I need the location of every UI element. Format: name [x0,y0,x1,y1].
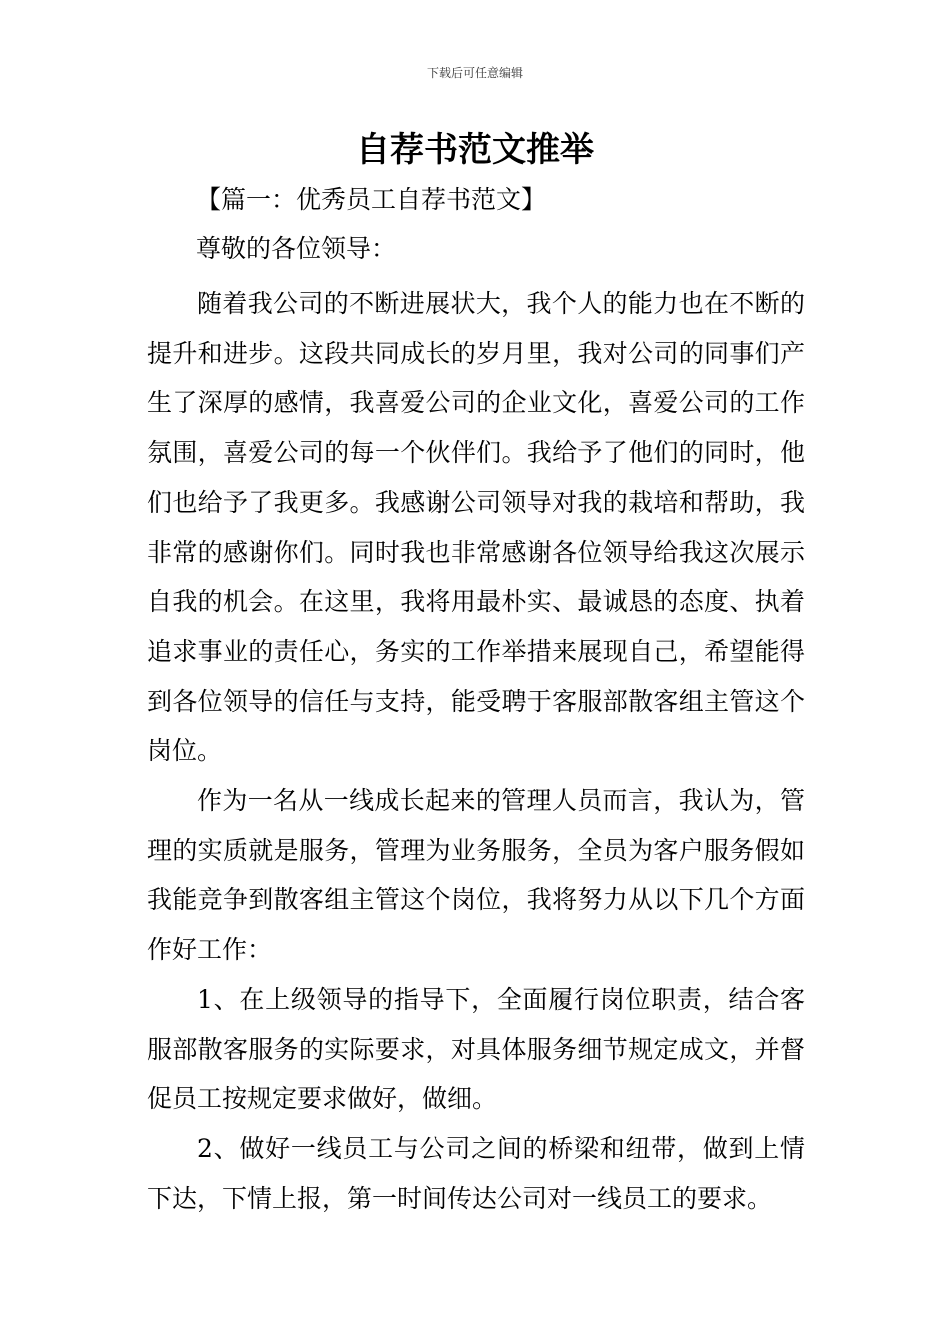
paragraph-intro: 随着我公司的不断进展状大，我个人的能力也在不断的提升和进步。这段共同成长的岁月里，我对公司的同事们产生了深厚的感情，我喜爱公司的企业文化，喜爱公司的工作氛围，喜爱公司的每一个伙伴们。我给予了他们的同时，他们也给予了我更多。我感谢公司领导对我的栽培和帮助，我非常的感谢你们。同时我也非常感谢各位领导给我这次展示自我的机会。在这里，我将用最朴实、最诚恳的态度、执着追求事业的责任心，务实的工作举措来展现自己，希望能得到各位领导的信任与支持，能受聘于客服部散客组主管这个岗位。 [147,289,805,766]
body-text [147,279,805,1223]
salutation: 尊敬的各位领导： [196,234,397,263]
paragraph-management: 作为一名从一线成长起来的管理人员而言，我认为，管理的实质就是服务，管理为业务服务，全员为客户服务假如我能竞争到散客组主管这个岗位，我将努力从以下几个方面作好工作： [147,786,805,965]
section-heading: 【篇一：优秀员工自荐书范文】 [196,185,547,214]
paragraph-item-1: 1、在上级领导的指导下，全面履行岗位职责，结合客服部散客服务的实际要求，对具体服务细节规定成文，并督促员工按规定要求做好，做细。 [147,984,805,1114]
paragraph-item-2: 2、做好一线员工与公司之间的桥梁和纽带，做到上情下达，下情上报，第一时间传达公司对一线员工的要求。 [147,1133,805,1213]
document-title: 自荐书范文推举 [356,130,594,170]
header-note: 下载后可任意编辑 [426,66,523,80]
